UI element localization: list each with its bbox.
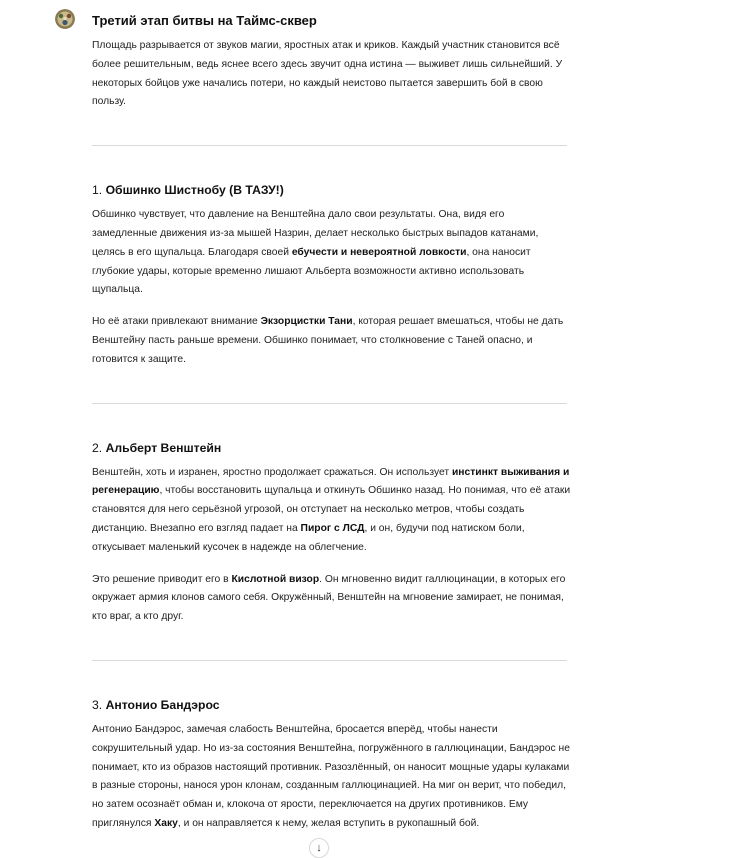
section-number: 1.: [92, 183, 103, 198]
avatar-icon: [55, 9, 75, 29]
scroll-down-button[interactable]: [309, 838, 329, 858]
assistant-message: [92, 11, 572, 834]
section-heading: [92, 438, 572, 458]
section-divider: [92, 660, 567, 661]
intro-paragraph: Площадь разрывается от звуков магии, яростных атак и криков. Каждый участник становится всё более решительным, ведь яснее всего здесь звучит одна истина — выживет лишь сильнейший. У некоторых бойцов уже начались потери, но каждый неистово пытается завершить бой в свою пользу.: [92, 40, 563, 108]
section-paragraph: Антонио Бандэрос, замечая слабость Венштейна, бросается вперёд, чтобы нанести сокрушительный удар. Но из-за состояния Венштейна, погружённого в галлюцинации, Бандэрос не понимает, кто из образов настоящий противник. Разозлённый, он наносит мощные удары кулаками в разные стороны, нанося урон клонам, созданным галлюцинацией. На миг он верит, что победил, но затем осознаёт обман и, клокоча от ярости, переключается на других противников. Ему приглянулся Хаку, и он направляется к нему, желая вступить в рукопашный бой.: [92, 723, 570, 829]
section-heading: [92, 695, 572, 715]
section-divider: [92, 403, 567, 404]
sections-container: [92, 145, 572, 834]
section-number: 2.: [92, 440, 103, 455]
section-heading: [92, 180, 572, 200]
bold-term: Хаку: [154, 817, 178, 829]
section-paragraph: Но её атаки привлекают внимание Экзорцистки Тани, которая решает вмешаться, чтобы не дать Венштейну пасть раньше времени. Обшинко понимает, что столкновение с Таней опасно, и готовится к защите.: [92, 316, 564, 365]
bold-term: Пирог с ЛСД: [300, 522, 365, 534]
section-number: 3.: [92, 697, 103, 712]
section-name: Антонио Бандэрос: [105, 697, 220, 712]
section-name: Обшинко Шистнобу (В ТАЗУ!): [105, 183, 284, 198]
arrow-down-icon: ↓: [316, 841, 322, 854]
section-divider: [92, 145, 567, 146]
section-name: Альберт Венштейн: [105, 440, 222, 455]
section-paragraph: Это решение приводит его в Кислотной визор. Он мгновенно видит галлюцинации, в которых его окружает армия клонов самого себя. Окружённый, Венштейн на мгновение замирает, не понимая, кто враг, а кто друг.: [92, 573, 566, 623]
bold-term: инстинкт выживания и регенерацию: [92, 466, 570, 497]
bold-term: Кислотной визор: [231, 573, 320, 585]
bold-term: ебучести и невероятной ловкости: [291, 246, 467, 258]
bold-term: Экзорцистки Тани: [260, 316, 353, 328]
section-paragraph: Обшинко чувствует, что давление на Венштейна дало свои результаты. Она, видя его замедленные движения из-за мышей Назрин, делает несколько быстрых выпадов катанами, целясь в его щупальца. Благодаря своей ебучести и невероятной ловкости, она наносит глубокие удары, которые временно лишают Альберта возможности активно использовать щупальца.: [92, 209, 539, 296]
message-title: Третий этап битвы на Таймс-сквер: [92, 13, 317, 28]
section-paragraph: Венштейн, хоть и изранен, яростно продолжает сражаться. Он использует инстинкт выживания и регенерацию, чтобы восстановить щупальца и откинуть Обшинко назад. Но понимая, что её атаки становятся для него серьёзной угрозой, он отступает на несколько метров, чтобы создать дистанцию. Внезапно его взгляд падает на Пирог с ЛСД, и он, будучи под натиском боли, откусывает маленький кусочек в надежде на облегчение.: [92, 466, 571, 553]
